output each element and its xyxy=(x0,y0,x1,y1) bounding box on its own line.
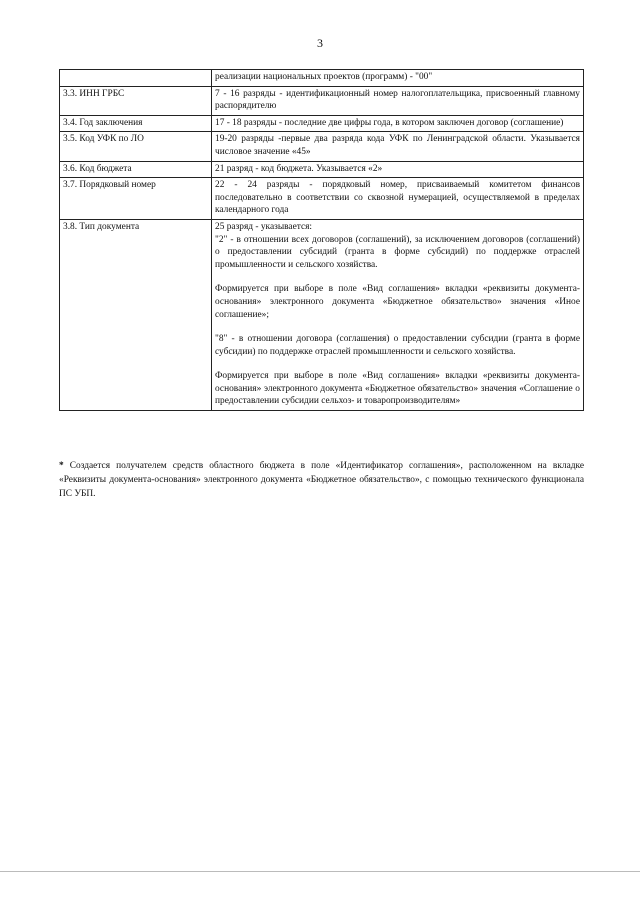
table-row xyxy=(60,219,584,410)
field-description-cell xyxy=(212,161,584,178)
description-paragraph: 21 разряд - код бюджета. Указывается «2» xyxy=(215,163,383,174)
description-paragraph: 17 - 18 разряды - последние две цифры года, в котором заключен договор (соглашение) xyxy=(215,117,564,128)
field-description-cell xyxy=(212,86,584,115)
paragraph-gap xyxy=(215,271,580,283)
description-paragraph: Формируется при выборе в поле «Вид соглашения» вкладки «реквизиты документа-основания» электронного документа «Бюджетное обязательство» значения «Иное соглашение»; xyxy=(215,284,580,320)
field-description-cell xyxy=(212,219,584,410)
scan-edge-line xyxy=(0,871,640,872)
table-row xyxy=(60,178,584,220)
footnote xyxy=(59,459,584,501)
description-paragraph: "8" - в отношении договора (соглашения) о предоставлении субсидии (гранта в форме субсидии) по поддержке отраслей промышленности и сельского хозяйства. xyxy=(215,334,580,357)
paragraph-gap xyxy=(215,321,580,333)
description-paragraph: 19-20 разряды -первые два разряда кода УФК по Ленинградской области. Указывается числовое значение «45» xyxy=(215,134,580,157)
description-paragraph: реализации национальных проектов (программ) - "00" xyxy=(215,72,433,82)
field-name-cell: 3.5. Код УФК по ЛО xyxy=(60,132,212,161)
description-paragraph: 7 - 16 разряды - идентификационный номер налогоплательщика, присвоенный главному распорядителю xyxy=(215,88,580,112)
field-name-cell: 3.8. Тип документа xyxy=(60,219,212,410)
field-description-cell xyxy=(212,70,584,87)
table-row xyxy=(60,86,584,115)
table-row xyxy=(60,132,584,161)
footnote-text: Создается получателем средств областного бюджета в поле «Идентификатор соглашения», расположенном на вкладке «Реквизиты документа-основания» электронного документа «Бюджетное обязательство», с помощью технического функционала ПС УБП. xyxy=(59,461,584,499)
field-name-cell: 3.7. Порядковый номер xyxy=(60,178,212,220)
footnote-mark: * xyxy=(59,461,64,471)
description-paragraph: 25 разряд - указывается: xyxy=(215,221,313,232)
field-name-cell: 3.3. ИНН ГРБС xyxy=(60,86,212,115)
page-number: 3 xyxy=(317,36,323,50)
codes-table xyxy=(59,69,584,411)
field-description-cell xyxy=(212,115,584,132)
table-row xyxy=(60,115,584,132)
field-name-cell: 3.4. Год заключения xyxy=(60,115,212,132)
description-paragraph: Формируется при выборе в поле «Вид соглашения» вкладки «реквизиты документа-основания» электронного документа «Бюджетное обязательство» значения «Соглашение о предоставлении субсидии сельхоз- и товаропроизводителям» xyxy=(215,371,580,407)
table-row xyxy=(60,70,584,87)
field-description-cell xyxy=(212,178,584,220)
field-name-cell xyxy=(60,70,212,87)
field-description-cell xyxy=(212,132,584,161)
paragraph-gap xyxy=(215,358,580,370)
table-row xyxy=(60,161,584,178)
description-paragraph: 22 - 24 разряды - порядковый номер, присваиваемый комитетом финансов последовательно в соответствии со сквозной нумерацией, осуществляемой в пределах календарного года xyxy=(215,180,580,216)
description-paragraph: "2" - в отношении всех договоров (соглашений), за исключением договоров (соглашений) о предоставлении субсидий (гранта в форме субсидий) по поддержке отраслей промышленности и сельского хозяйства. xyxy=(215,234,580,270)
field-name-cell: 3.6. Код бюджета xyxy=(60,161,212,178)
